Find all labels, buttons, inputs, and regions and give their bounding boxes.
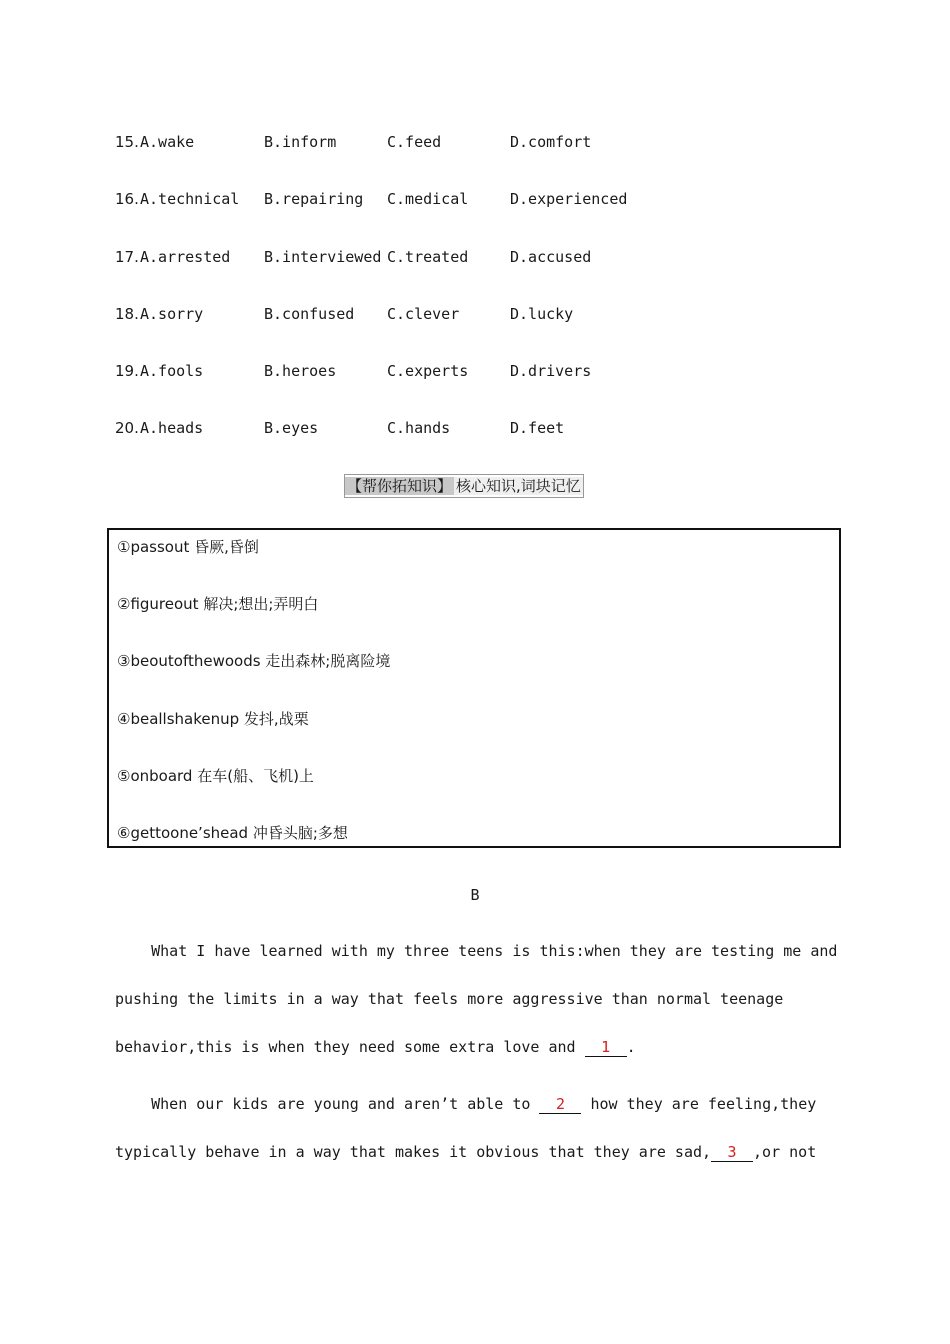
section-heading: B [470,886,480,904]
option-c: C.medical [387,190,469,208]
option-d: D.feet [510,419,565,437]
option-b: B.confused [264,305,355,323]
option-c: C.experts [387,362,469,380]
option-a: A.arrested [140,248,231,266]
passage-line [115,1141,816,1163]
option-c: C.clever [387,305,460,323]
blank-2[interactable]: 2 [539,1095,581,1114]
option-c: C.treated [387,248,469,266]
option-a: A.fools [140,362,204,380]
question-number: 15. [115,133,139,151]
vocab-item: ⑥gettoone’shead 冲昏头脑;多想 [117,824,348,842]
passage-text: When our kids are young and aren’t able to [115,1095,540,1113]
passage-text: how they are feeling,they [581,1095,817,1113]
option-d: D.experienced [510,190,628,208]
question-number: 19. [115,362,139,380]
vocab-item: ③beoutofthewoods 走出森林;脱离险境 [117,652,391,670]
vocab-item: ①passout 昏厥,昏倒 [117,538,259,556]
passage-line: What I have learned with my three teens is this:when they are testing me and [115,942,838,960]
passage-line: pushing the limits in a way that feels more aggressive than normal teenage [115,990,784,1008]
question-number: 20. [115,419,139,437]
vocab-item: ⑤onboard 在车(船、飞机)上 [117,767,314,785]
option-b: B.repairing [264,190,364,208]
knowledge-tip-banner [344,474,584,498]
option-d: D.drivers [510,362,592,380]
option-a: A.technical [140,190,240,208]
passage-line [115,1093,816,1115]
option-a: A.sorry [140,305,204,323]
option-b: B.inform [264,133,337,151]
option-d: D.accused [510,248,592,266]
tip-subheading: 核心知识,词块记忆 [456,477,581,495]
tip-heading: 【帮你拓知识】 [347,477,453,495]
option-c: C.hands [387,419,451,437]
option-c: C.feed [387,133,442,151]
question-number: 18. [115,305,139,323]
passage-text: typically behave in a way that makes it obvious that they are sad, [115,1143,712,1161]
blank-3[interactable]: 3 [711,1143,753,1162]
option-d: D.lucky [510,305,574,323]
option-a: A.heads [140,419,204,437]
vocab-item: ②figureout 解决;想出;弄明白 [117,595,319,613]
passage-text: . [626,1038,636,1056]
blank-1[interactable]: 1 [585,1038,627,1057]
question-number: 16. [115,190,139,208]
vocabulary-box [107,528,841,848]
option-b: B.interviewed [264,248,382,266]
passage-text: behavior,this is when they need some extra love and [115,1038,585,1056]
option-b: B.eyes [264,419,319,437]
option-b: B.heroes [264,362,337,380]
vocab-item: ④beallshakenup 发抖,战栗 [117,710,309,728]
option-a: A.wake [140,133,195,151]
question-number: 17. [115,248,139,266]
passage-text: ,or not [753,1143,817,1161]
option-d: D.comfort [510,133,592,151]
passage-line [115,1036,636,1058]
